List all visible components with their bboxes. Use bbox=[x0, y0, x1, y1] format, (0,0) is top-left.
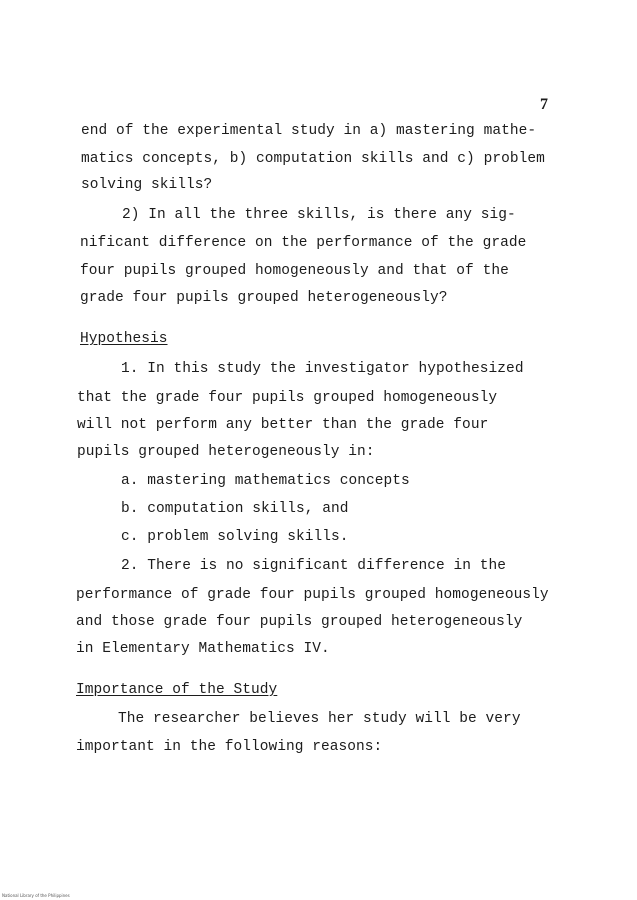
text-line: in Elementary Mathematics IV. bbox=[76, 641, 330, 657]
text-line: important in the following reasons: bbox=[76, 739, 383, 755]
list-item: c. problem solving skills. bbox=[121, 529, 349, 545]
text-line: end of the experimental study in a) mastering mathe- bbox=[81, 123, 537, 139]
text-line: grade four pupils grouped heterogeneously? bbox=[80, 290, 448, 306]
text-line: nificant difference on the performance of the grade bbox=[80, 235, 527, 251]
text-line: pupils grouped heterogeneously in: bbox=[77, 444, 375, 460]
text-line: 2) In all the three skills, is there any sig- bbox=[122, 207, 516, 223]
page-number: 7 bbox=[540, 96, 548, 113]
section-heading-hypothesis: Hypothesis bbox=[80, 331, 168, 347]
text-line: The researcher believes her study will be very bbox=[118, 711, 521, 727]
text-line: 1. In this study the investigator hypothesized bbox=[121, 361, 524, 377]
text-line: solving skills? bbox=[81, 177, 213, 193]
text-line: four pupils grouped homogeneously and that of the bbox=[80, 263, 509, 279]
text-line: that the grade four pupils grouped homogeneously bbox=[77, 390, 498, 406]
text-line: performance of grade four pupils grouped homogeneously bbox=[76, 587, 549, 603]
text-line: and those grade four pupils grouped heterogeneously bbox=[76, 614, 523, 630]
text-line: 2. There is no significant difference in the bbox=[121, 558, 507, 574]
section-heading-importance: Importance of the Study bbox=[76, 682, 278, 698]
list-item: a. mastering mathematics concepts bbox=[121, 473, 410, 489]
text-line: matics concepts, b) computation skills and c) problem bbox=[81, 151, 545, 167]
text-line: will not perform any better than the grade four bbox=[77, 417, 489, 433]
footer-imprint: National Library of the Philippines bbox=[2, 893, 70, 898]
list-item: b. computation skills, and bbox=[121, 501, 349, 517]
